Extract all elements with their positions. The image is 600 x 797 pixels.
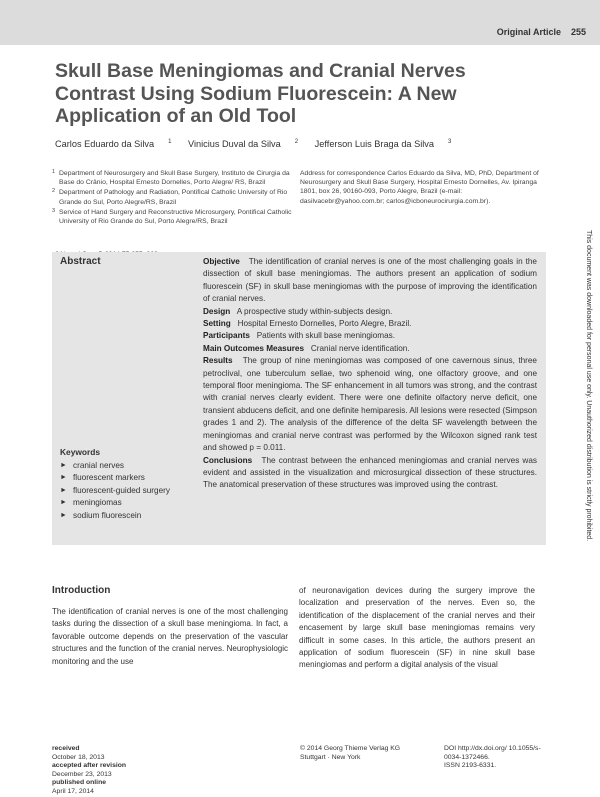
arrow-right-icon: ► (60, 511, 67, 519)
abstract-measures (203, 343, 537, 355)
author[interactable] (55, 139, 171, 149)
text: Cranial nerve identification. (310, 343, 410, 353)
author-name: Jefferson Luis Braga da Silva (314, 139, 435, 150)
keyword-text: fluorescent markers (73, 473, 145, 483)
text: The contrast between the enhanced meningiomas and cranial nerves was evident and assisted in the visualization and microsurgical dissection of these structures. The anatomical preservation of these structures was improved using the contrast. (203, 455, 537, 490)
abstract-results (203, 355, 537, 454)
author-name: Carlos Eduardo da Silva (55, 139, 155, 150)
section-label: Original Article (496, 27, 561, 37)
publisher-location: Stuttgart · New York (300, 753, 361, 761)
keyword-text: fluorescent-guided surgery (73, 485, 170, 495)
text: A prospective study within-subjects design. (236, 306, 393, 316)
label: Design (203, 306, 231, 316)
keyword-item[interactable] (60, 510, 195, 522)
accepted-label: accepted after revision (52, 762, 127, 770)
keyword-item[interactable] (60, 497, 195, 509)
download-notice (580, 230, 592, 590)
affiliation (52, 188, 292, 206)
page-number: 255 (570, 27, 586, 37)
text: Hospital Ernesto Dornelles, Porto Alegre, Brazil. (237, 319, 412, 329)
label: Setting (203, 319, 231, 329)
abstract-setting (203, 318, 537, 330)
header-bar (0, 0, 600, 45)
label: Conclusions (203, 455, 253, 465)
arrow-right-icon: ► (60, 462, 67, 469)
keyword-text: sodium fluorescein (73, 510, 142, 520)
text: The group of nine meningiomas was composed of one cavernous sinus, three petroclival, one tuberculum sellae, two sphenoid wing, one olfactory groove, and one temporal floor meningioma. The SF enhancement in all tumors was strong, and the contrast with cranial nerves clearly evident. There were one definite olfactory nerve deficit, one transient abducens deficit, and one definite hemiparesis. All lesions were resected (Simpson grades 1 and 2). The analysis of the difference of the delta SF wavelength between the meningiomas and cranial nerve contrast was performed by the Wilcoxon signed rank test and showed p = 0.011. (203, 356, 537, 453)
abstract-design (203, 306, 537, 318)
keywords-heading: Keywords (60, 447, 101, 457)
arrow-right-icon: ► (60, 486, 67, 494)
correspondence-label: Address for correspondence (300, 170, 386, 177)
author-list (55, 139, 525, 149)
affiliation (52, 208, 292, 226)
affiliation (52, 169, 292, 187)
keyword-item[interactable] (60, 472, 195, 484)
keyword-text: cranial nerves (73, 461, 124, 470)
keyword-item[interactable] (60, 485, 195, 497)
affiliation-num: 1 (52, 169, 56, 175)
accepted-date: December 23, 2013 (52, 770, 112, 778)
doi-link[interactable]: DOI http://dx.doi.org/ 10.1055/s-0034-1372466. (444, 745, 541, 761)
received-date: October 18, 2013 (52, 753, 105, 761)
abstract-conclusions (203, 455, 537, 492)
arrow-right-icon: ► (60, 474, 67, 482)
arrow-right-icon: ► (60, 499, 67, 507)
introduction-heading: Introduction (52, 585, 111, 596)
author-sup: 1 (168, 139, 172, 145)
label: Participants (203, 331, 250, 341)
identifiers (444, 745, 544, 771)
published-label: published online (52, 779, 106, 787)
copyright: © 2014 Georg Thieme Verlag KG (300, 745, 401, 752)
label: Results (203, 356, 233, 366)
affiliation-text: Department of Pathology and Radiation, Pontifical Catholic University of Rio Grande do Sul, Porto Alegre/RS, Brazil (59, 189, 288, 206)
correspondence-text[interactable]: Carlos Eduardo da Silva, MD, PhD, Department of Neurosurgery and Skull Base Surgery, Hospital Ernesto Dornelles, Av. Ipiranga 1801, box 26, 90160-093, Porto Alegre, Brazil (e-mail: dasilvacebr@yahoo.com.br; carlos@icboneurocirurgia.com.br). (300, 170, 539, 205)
affiliations (52, 169, 292, 227)
correspondence (300, 169, 540, 206)
introduction-right-column: of neuronavigation devices during the surgery improve the localization and preservation of the nerves. Even so, the identification of the displacement of the cranial nerves and their encasement by large skull base meningiomas remains very difficult in some cases. In this article, the authors present an application of sodium fluorescein (SF) in nine skull base meningiomas and perform a digital analysis of the visual (299, 586, 535, 670)
affiliation-text: Department of Neurosurgery and Skull Base Surgery, Instituto de Cirurgia da Base do Crânio, Hospital Ernesto Dornelles, Porto Alegre/ RS, Brazil (59, 170, 290, 187)
keywords-list (60, 460, 195, 522)
text: The identification of cranial nerves is one of the most challenging goals in the dissection of skull base meningiomas. The authors present an application of sodium fluorescein (SF) in skull base meningiomas with the purpose of improving the identification of cranial nerves. (203, 257, 537, 304)
author-name: Vinicius Duval da Silva (187, 139, 281, 150)
publisher-info (300, 745, 400, 762)
text: Patients with skull base meningiomas. (256, 331, 396, 341)
header-info (497, 27, 586, 37)
author[interactable] (188, 139, 298, 149)
author-sup: 2 (294, 139, 299, 145)
abstract-body (203, 256, 537, 492)
article-title: Skull Base Meningiomas and Cranial Nerves Contrast Using Sodium Fluorescein: A New Application of an Old Tool (55, 60, 466, 127)
introduction-left-column: The identification of cranial nerves is one of the most challenging tasks during the dissection of a skull base meningioma. In fact, a favorable outcome depends on the preservation of the vascular structures and the function of the cranial nerves. Neurophysiologic monitoring and the use (52, 607, 288, 666)
label: Objective (203, 257, 240, 266)
affiliation-num: 3 (52, 207, 56, 214)
author-sup: 3 (448, 139, 452, 145)
issn: ISSN 2193-6331. (444, 762, 497, 770)
download-notice-text: This document was downloaded for personal use only. Unauthorized distribution is strictly prohibited. (585, 230, 592, 542)
label: Main Outcomes Measures (203, 343, 305, 353)
keyword-item[interactable] (60, 460, 195, 472)
abstract-heading: Abstract (60, 256, 101, 267)
author[interactable] (315, 139, 452, 149)
abstract-participants (203, 330, 537, 342)
received-label: received (52, 745, 80, 752)
published-date: April 17, 2014 (52, 787, 94, 795)
affiliation-num: 2 (52, 188, 56, 195)
keyword-text: meningiomas (73, 498, 122, 508)
abstract-objective (203, 256, 537, 306)
affiliation-text: Service of Hand Surgery and Reconstructive Microsurgery, Pontifical Catholic University of Rio Grande do Sul, Porto Alegre/RS, Brazil (59, 208, 292, 226)
article-dates (52, 745, 126, 797)
